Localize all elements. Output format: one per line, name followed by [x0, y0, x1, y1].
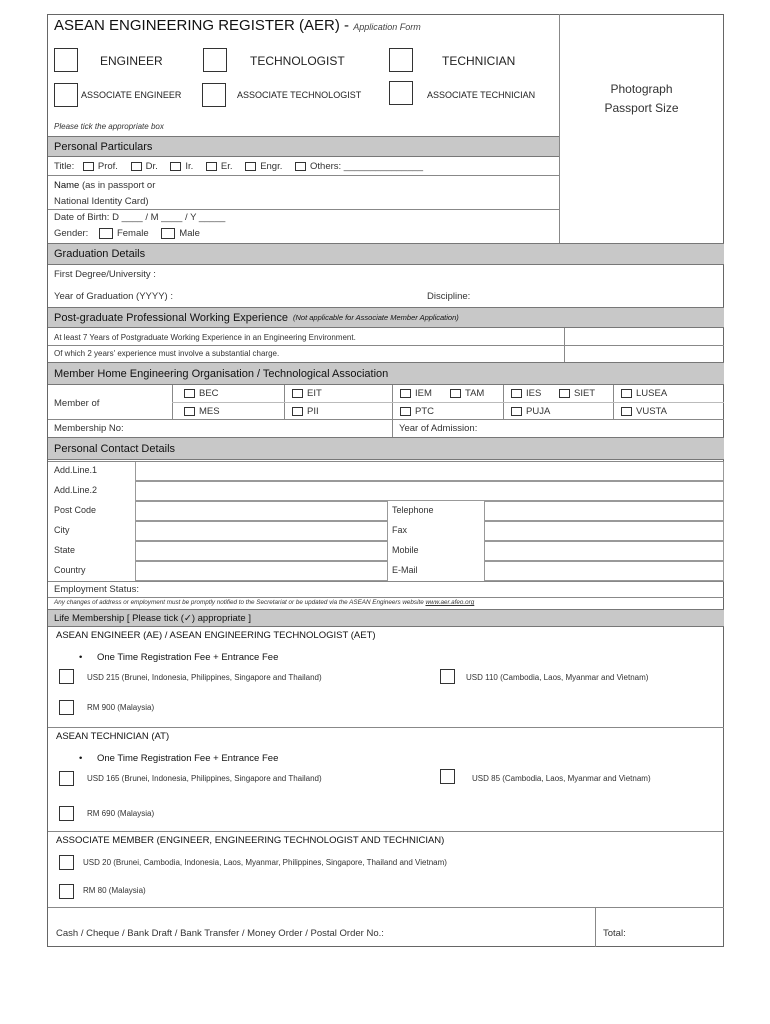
contact-header: Personal Contact Details	[48, 437, 724, 460]
technician-checkbox[interactable]	[389, 48, 413, 72]
lusea-label: LUSEA	[636, 388, 668, 399]
male-checkbox[interactable]	[161, 228, 175, 239]
siet-checkbox[interactable]	[559, 389, 570, 398]
state-label: State	[54, 545, 76, 555]
prof-checkbox[interactable]	[83, 162, 94, 171]
org-iem[interactable]	[400, 388, 432, 399]
male-label: Male	[179, 228, 200, 240]
pii-checkbox[interactable]	[292, 407, 303, 416]
ae-rm900-checkbox[interactable]	[59, 700, 74, 715]
mes-checkbox[interactable]	[184, 407, 195, 416]
postcode-input[interactable]	[135, 501, 388, 521]
photo-label-1: Photograph	[610, 82, 673, 96]
postgrad-line-2: Of which 2 years' experience must involve a substantial charge.	[54, 349, 280, 358]
dob-field[interactable]: Date of Birth: D ____ / M ____ / Y _____	[54, 212, 226, 223]
engineer-label: ENGINEER	[100, 54, 163, 68]
tick-note: Please tick the appropriate box	[54, 122, 164, 131]
tam-checkbox[interactable]	[450, 389, 461, 398]
others-checkbox[interactable]	[295, 162, 306, 171]
divider	[48, 831, 724, 832]
technologist-checkbox[interactable]	[203, 48, 227, 72]
membership-no-field[interactable]: Membership No:	[54, 423, 124, 434]
ae-fee-text: One Time Registration Fee + Entrance Fee	[96, 652, 279, 663]
city-label: City	[54, 525, 70, 535]
engr-label: Engr.	[260, 161, 283, 172]
technologist-label: TECHNOLOGIST	[250, 54, 345, 68]
assoc-title: ASSOCIATE MEMBER (ENGINEER, ENGINEERING TECHNOLOGIST AND TECHNICIAN)	[56, 835, 445, 846]
divider	[48, 727, 724, 728]
member-of-label: Member of	[54, 398, 100, 409]
year-admission-field[interactable]: Year of Admission:	[399, 423, 478, 434]
country-input[interactable]	[135, 561, 388, 581]
female-checkbox[interactable]	[99, 228, 113, 239]
org-tam[interactable]	[450, 388, 484, 399]
name-note: (as in passport or	[81, 180, 156, 191]
ae-rm900-label: RM 900 (Malaysia)	[87, 703, 155, 712]
payment-method-field[interactable]: Cash / Cheque / Bank Draft / Bank Transfer / Money Order / Postal Order No.:	[56, 928, 384, 939]
ae-usd215-checkbox[interactable]	[59, 669, 74, 684]
engr-checkbox[interactable]	[245, 162, 256, 171]
divider	[48, 597, 724, 598]
assoc-engineer-label: ASSOCIATE ENGINEER	[81, 90, 182, 100]
divider	[48, 209, 559, 210]
ir-label: Ir.	[185, 161, 194, 172]
email-input[interactable]	[484, 561, 724, 581]
add1-input[interactable]	[135, 461, 724, 481]
life-header: Life Membership [ Please tick (✓) appropriate ]	[48, 609, 724, 627]
female-label: Female	[116, 228, 149, 240]
assoc-rm80-checkbox[interactable]	[59, 884, 74, 899]
notice-text: Any changes of address or employment must be promptly notified to the Secretariat or be updated via the ASEAN Engineers website	[54, 599, 424, 606]
at-usd85-checkbox[interactable]	[440, 769, 455, 784]
divider	[392, 385, 393, 437]
name-field[interactable]	[54, 178, 155, 210]
first-degree-field[interactable]: First Degree/University :	[54, 269, 156, 280]
at-fee-note	[79, 753, 278, 764]
assoc-usd20-checkbox[interactable]	[59, 855, 74, 870]
website-link[interactable]: www.aer.afeo.org	[425, 599, 475, 606]
mes-label: MES	[199, 406, 220, 417]
bec-checkbox[interactable]	[184, 389, 195, 398]
er-checkbox[interactable]	[206, 162, 217, 171]
divider	[48, 175, 559, 176]
technician-label: TECHNICIAN	[442, 54, 516, 68]
postgrad-line-1: At least 7 Years of Postgraduate Working Experience in an Engineering Environment.	[54, 333, 356, 342]
ae-title: ASEAN ENGINEER (AE) / ASEAN ENGINEERING TECHNOLOGIST (AET)	[56, 630, 376, 641]
postcode-label: Post Code	[54, 505, 97, 515]
gender-label: Gender:	[54, 228, 89, 240]
mobile-input[interactable]	[484, 541, 724, 561]
employment-status-field[interactable]: Employment Status:	[54, 584, 140, 595]
assoc-usd20-label: USD 20 (Brunei, Cambodia, Indonesia, Laos, Myanmar, Philippines, Singapore, Thailand and Vietnam)	[83, 858, 447, 867]
personal-header: Personal Particulars	[48, 136, 559, 157]
org-vusta[interactable]	[621, 406, 667, 417]
at-usd165-checkbox[interactable]	[59, 771, 74, 786]
ptc-label: PTC	[415, 406, 434, 417]
eit-checkbox[interactable]	[292, 389, 303, 398]
eit-label: EIT	[307, 388, 322, 399]
add1-label: Add.Line.1	[54, 465, 98, 475]
telephone-label: Telephone	[392, 505, 434, 515]
graduation-header: Graduation Details	[48, 243, 724, 265]
member-org-header: Member Home Engineering Organisation / Technological Association	[48, 362, 724, 385]
country-label: Country	[54, 565, 86, 575]
at-usd165-label: USD 165 (Brunei, Indonesia, Philippines, Singapore and Thailand)	[87, 774, 322, 783]
postgrad-title: Post-graduate Professional Working Experience	[54, 311, 288, 324]
assoc-rm80-label: RM 80 (Malaysia)	[83, 886, 146, 895]
title-subtitle: Application Form	[353, 22, 421, 32]
puja-label: PUJA	[526, 406, 551, 417]
org-eit[interactable]	[292, 388, 322, 399]
prof-label: Prof.	[97, 161, 118, 172]
lusea-checkbox[interactable]	[621, 389, 632, 398]
postgrad-note: (Not applicable for Associate Member Application)	[292, 313, 459, 322]
puja-checkbox[interactable]	[511, 407, 522, 416]
vusta-checkbox[interactable]	[621, 407, 632, 416]
fax-input[interactable]	[484, 521, 724, 541]
gender-row	[54, 228, 200, 239]
engineer-checkbox[interactable]	[54, 48, 78, 72]
form-title	[54, 17, 421, 34]
at-rm690-label: RM 690 (Malaysia)	[87, 809, 155, 818]
others-label: Others: _______________	[310, 161, 424, 172]
photo-area	[560, 80, 723, 118]
dr-checkbox[interactable]	[131, 162, 142, 171]
assoc-technician-checkbox[interactable]	[389, 81, 413, 105]
divider	[48, 345, 724, 346]
assoc-engineer-checkbox[interactable]	[54, 83, 78, 107]
discipline-field[interactable]: Discipline:	[427, 291, 471, 302]
divider	[48, 581, 724, 582]
graduation-year-field[interactable]: Year of Graduation (YYYY) :	[54, 291, 173, 302]
dr-label: Dr.	[145, 161, 158, 172]
at-rm690-checkbox[interactable]	[59, 806, 74, 821]
photo-label-2: Passport Size	[604, 101, 679, 115]
org-puja[interactable]	[511, 406, 550, 417]
org-ies[interactable]	[511, 388, 541, 399]
divider	[48, 461, 724, 462]
city-input[interactable]	[135, 521, 388, 541]
name-note-2: National Identity Card)	[54, 196, 149, 207]
tam-label: TAM	[465, 388, 485, 399]
name-label: Name	[54, 180, 80, 191]
er-label: Er.	[220, 161, 233, 172]
vusta-label: VUSTA	[636, 406, 667, 417]
ae-usd110-checkbox[interactable]	[440, 669, 455, 684]
postgrad-answer-divider	[564, 328, 565, 362]
org-ptc[interactable]	[400, 406, 434, 417]
title-label: Title:	[54, 161, 75, 172]
divider	[172, 402, 724, 403]
ae-usd110-label: USD 110 (Cambodia, Laos, Myanmar and Vietnam)	[466, 673, 649, 682]
title-row	[54, 161, 423, 172]
total-divider	[595, 907, 596, 947]
iem-checkbox[interactable]	[400, 389, 411, 398]
assoc-technician-label: ASSOCIATE TECHNICIAN	[427, 90, 536, 100]
ies-checkbox[interactable]	[511, 389, 522, 398]
divider	[48, 419, 724, 420]
total-field[interactable]: Total:	[603, 928, 626, 939]
bullet-icon: •	[79, 753, 83, 764]
org-lusea[interactable]	[621, 388, 667, 399]
ae-fee-note	[79, 652, 278, 663]
state-input[interactable]	[135, 541, 388, 561]
bullet-icon: •	[79, 652, 83, 663]
at-fee-text: One Time Registration Fee + Entrance Fee	[96, 753, 279, 764]
org-bec[interactable]	[184, 388, 219, 399]
fax-label: Fax	[392, 525, 408, 535]
ies-label: IES	[526, 388, 542, 399]
title-text: ASEAN ENGINEERING REGISTER (AER) -	[54, 17, 350, 34]
bec-label: BEC	[199, 388, 219, 399]
ae-usd215-label: USD 215 (Brunei, Indonesia, Philippines, Singapore and Thailand)	[87, 673, 322, 682]
change-notice	[54, 599, 474, 606]
email-label: E-Mail	[392, 565, 418, 575]
ptc-checkbox[interactable]	[400, 407, 411, 416]
assoc-technologist-checkbox[interactable]	[202, 83, 226, 107]
postgrad-header	[48, 307, 724, 328]
assoc-technologist-label: ASSOCIATE TECHNOLOGIST	[237, 90, 362, 100]
add2-input[interactable]	[135, 481, 724, 501]
iem-label: IEM	[415, 388, 432, 399]
pii-label: PII	[307, 406, 319, 417]
org-mes[interactable]	[184, 406, 220, 417]
ir-checkbox[interactable]	[170, 162, 181, 171]
photo-divider	[559, 14, 560, 243]
at-title: ASEAN TECHNICIAN (AT)	[56, 731, 170, 742]
siet-label: SIET	[574, 388, 596, 399]
mobile-label: Mobile	[392, 545, 419, 555]
add2-label: Add.Line.2	[54, 485, 98, 495]
org-siet[interactable]	[559, 388, 595, 399]
org-pii[interactable]	[292, 406, 319, 417]
at-usd85-label: USD 85 (Cambodia, Laos, Myanmar and Vietnam)	[472, 774, 651, 783]
telephone-input[interactable]	[484, 501, 724, 521]
divider	[48, 907, 724, 908]
